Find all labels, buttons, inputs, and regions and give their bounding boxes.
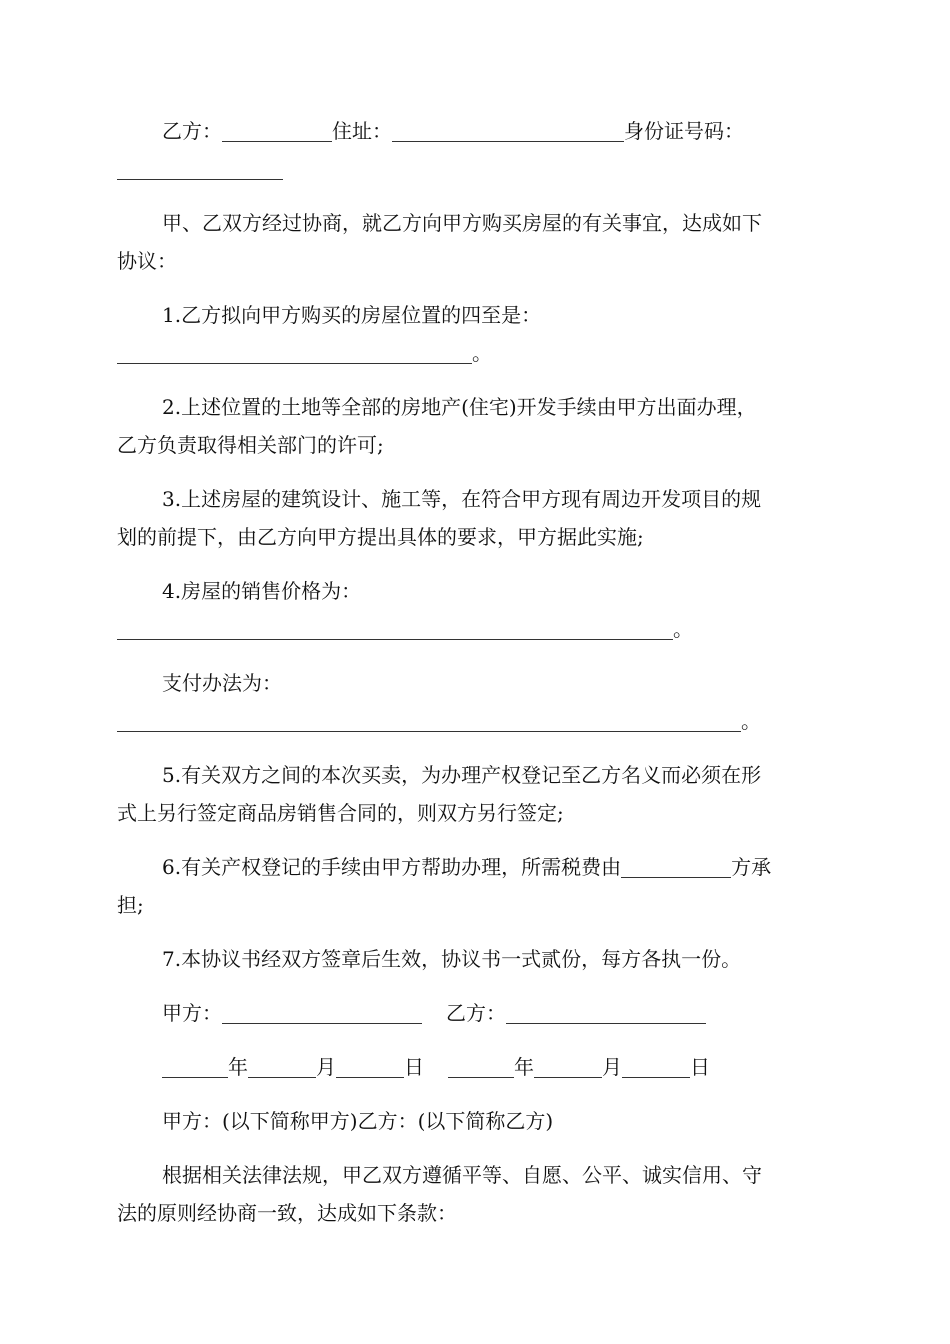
date-line [162, 1054, 710, 1080]
party-b-day-label: 日 [690, 1055, 710, 1079]
principles-line-2: 法的原则经协商一致，达成如下条款： [117, 1201, 457, 1225]
clause-3-line-1: 3.上述房屋的建筑设计、施工等，在符合甲方现有周边开发项目的规 [162, 487, 762, 511]
signature-line [162, 1000, 706, 1026]
party-b-year-label: 年 [514, 1055, 534, 1079]
clause-1-end: 。 [472, 341, 492, 365]
payment-label: 支付办法为： [162, 671, 282, 695]
payment-method-blank [117, 709, 741, 732]
clause-6-text: 6.有关产权登记的手续由甲方帮助办理，所需税费由 [162, 855, 622, 879]
party-a-signature-blank [222, 1001, 422, 1024]
party-b-month-label: 月 [602, 1055, 622, 1079]
party-b-label: 乙方： [162, 119, 222, 143]
party-a-month-label: 月 [316, 1055, 336, 1079]
party-b-month-blank [534, 1055, 602, 1078]
id-number-blank [117, 157, 283, 180]
clause-5-line-2: 式上另行签定商品房销售合同的，则双方另行签定; [117, 801, 564, 825]
party-b-info-line [162, 118, 744, 144]
clause-4-end: 。 [673, 617, 693, 641]
intro-line-1: 甲、乙双方经过协商，就乙方向甲方购买房屋的有关事宜，达成如下 [162, 211, 762, 235]
clause-1-line-2 [117, 340, 492, 366]
party-a-day-label: 日 [404, 1055, 424, 1079]
party-a-day-blank [336, 1055, 404, 1078]
party-b-year-blank [448, 1055, 514, 1078]
clause-6-line-1 [162, 854, 771, 880]
clause-5-line-1: 5.有关双方之间的本次买卖，为办理产权登记至乙方名义而必须在形 [162, 763, 762, 787]
clause-6-text-end: 方承 [731, 855, 772, 879]
clause-2-line-1: 2.上述位置的土地等全部的房地产(住宅)开发手续由甲方出面办理， [162, 395, 757, 419]
house-location-blank [117, 341, 472, 364]
sale-price-blank [117, 617, 673, 640]
clause-6-line-2: 担; [117, 893, 144, 917]
party-b-day-blank [622, 1055, 690, 1078]
party-a-year-label: 年 [228, 1055, 248, 1079]
party-a-year-blank [162, 1055, 228, 1078]
clause-1-line-1: 1.乙方拟向甲方购买的房屋位置的四至是： [162, 303, 542, 327]
address-label: 住址： [332, 119, 392, 143]
clause-4-line-1: 4.房屋的销售价格为： [162, 579, 362, 603]
address-blank [392, 119, 624, 142]
intro-line-2: 协议： [117, 249, 177, 273]
party-a-month-blank [248, 1055, 316, 1078]
payment-end: 。 [741, 709, 761, 733]
party-b-signature-blank [506, 1001, 706, 1024]
id-number-line [117, 156, 283, 182]
id-number-label: 身份证号码： [624, 119, 744, 143]
tax-payer-blank [621, 855, 731, 878]
principles-line-1: 根据相关法律法规，甲乙双方遵循平等、自愿、公平、诚实信用、守 [162, 1163, 762, 1187]
party-b-signature-label: 乙方： [446, 1001, 506, 1025]
parties-definition-line: 甲方：(以下简称甲方)乙方：(以下简称乙方) [162, 1109, 554, 1133]
party-b-name-blank [222, 119, 332, 142]
clause-2-line-2: 乙方负责取得相关部门的许可; [117, 433, 384, 457]
clause-3-line-2: 划的前提下，由乙方向甲方提出具体的要求，甲方据此实施; [117, 525, 644, 549]
clause-4-line-2 [117, 616, 693, 642]
party-a-signature-label: 甲方： [162, 1001, 222, 1025]
payment-line [117, 708, 761, 734]
clause-7-line-1: 7.本协议书经双方签章后生效，协议书一式贰份，每方各执一份。 [162, 947, 742, 971]
